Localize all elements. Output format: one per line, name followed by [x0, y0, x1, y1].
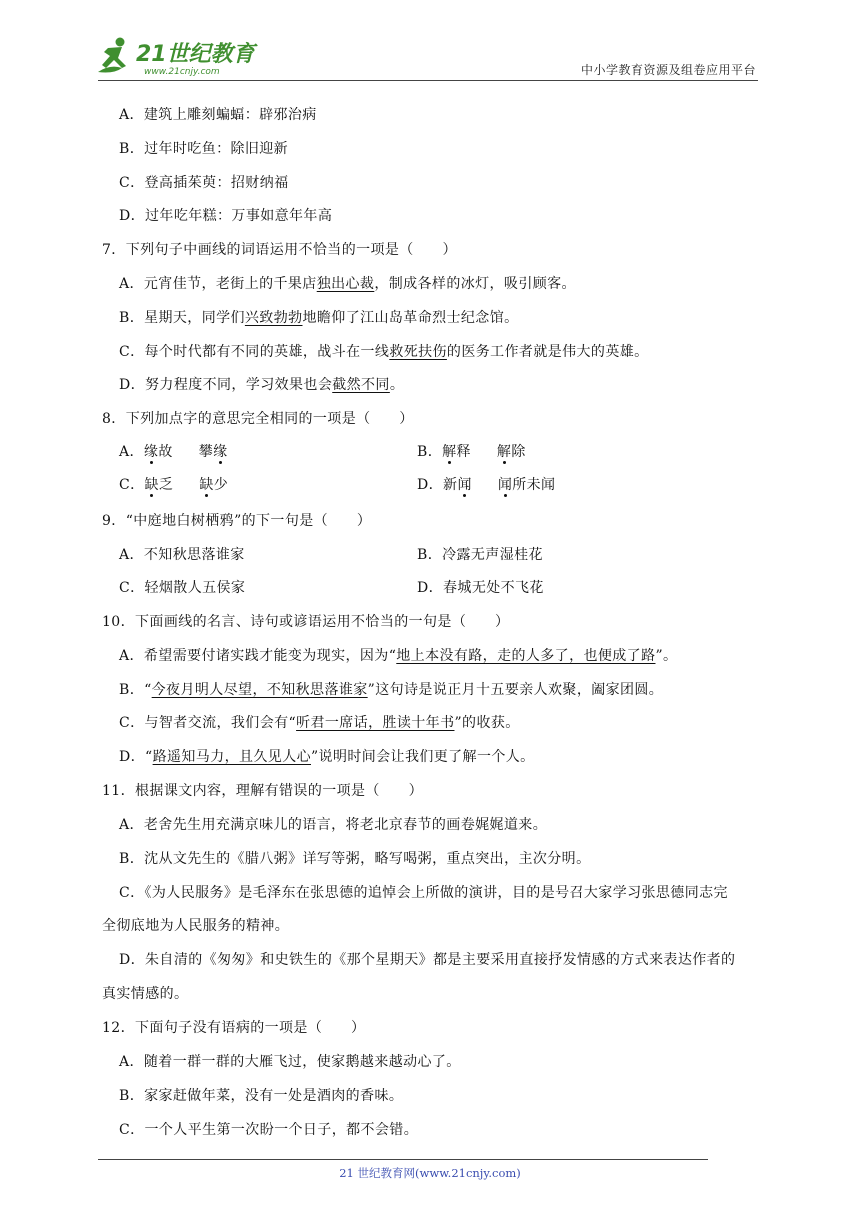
q7-stem: 7．下列句子中画线的词语运用不恰当的一项是（ ） — [102, 242, 457, 258]
q11-option-d-line2: 真实情感的。 — [102, 986, 189, 1002]
q7-option-a: A．元宵佳节，老街上的千果店独出心裁，制成各样的冰灯，吸引顾客。 — [119, 276, 576, 292]
q10-option-d: D．“路遥知马力，且久见人心”说明时间会让我们更了解一个人。 — [119, 749, 535, 765]
q7-option-c: C．每个时代都有不同的英雄，战斗在一线救死扶伤的医务工作者就是伟大的英雄。 — [119, 344, 649, 360]
q7-a-underlined: 独出心裁 — [316, 276, 375, 292]
q9-option-a: A．不知秋思落谁家 — [119, 547, 245, 563]
footer-text: 21 世纪教育网(www.21cnjy.com) — [339, 1166, 521, 1180]
q9-option-d: D．春城无处不飞花 — [417, 580, 544, 596]
site-logo — [92, 34, 262, 80]
q11-option-d-line1: D．朱自清的《匆匆》和史铁生的《那个星期天》都是主要采用直接抒发情感的方式来表达作者的 — [119, 952, 736, 968]
q8-option-d: D．新闻 闻所未闻 — [417, 477, 556, 493]
q7-b-underlined: 兴致勃勃 — [244, 310, 303, 326]
q12-stem: 12．下面句子没有语病的一项是（ ） — [102, 1020, 366, 1036]
q11-stem: 11．根据课文内容，理解有错误的一项是（ ） — [102, 783, 424, 799]
q11-option-a: A．老舍先生用充满京味儿的语言，将老北京春节的画卷娓娓道来。 — [119, 817, 548, 833]
q11-option-c-line2: 全彻底地为人民服务的精神。 — [102, 918, 290, 934]
q10-option-b: B．“今夜月明人尽望，不知秋思落谁家”这句诗是说正月十五要亲人欢聚，阖家团圆。 — [119, 682, 664, 698]
q8-option-b: B．解释 解除 — [417, 444, 526, 460]
q9-option-b: B．冷露无声湿桂花 — [417, 547, 543, 563]
q6-option-d: D．过年吃年糕：万事如意年年高 — [119, 208, 333, 224]
q9-option-c: C．轻烟散人五侯家 — [119, 580, 246, 596]
logo-text: 21世纪教育 — [136, 42, 255, 67]
q7-c-underlined: 救死扶伤 — [389, 344, 447, 360]
page-header — [0, 0, 860, 86]
q8-stem: 8．下列加点字的意思完全相同的一项是（ ） — [102, 411, 414, 427]
header-right-text: 中小学教育资源及组卷应用平台 — [580, 63, 756, 77]
q6-option-c: C．登高插茱萸：招财纳福 — [119, 175, 289, 191]
runner-icon — [98, 38, 126, 73]
q10-b-underlined: 今夜月明人尽望，不知秋思落谁家 — [151, 682, 368, 698]
q9-stem: 9．“中庭地白树栖鸦”的下一句是（ ） — [102, 513, 372, 529]
q6-option-a: A．建筑上雕刻蝙蝠：辟邪治病 — [119, 107, 317, 123]
footer-divider — [98, 1159, 708, 1160]
q10-a-underlined: 地上本没有路，走的人多了，也便成了路 — [396, 648, 656, 664]
q11-option-b: B．沈从文先生的《腊八粥》详写等粥，略写喝粥，重点突出，主次分明。 — [119, 851, 591, 867]
q7-d-underlined: 截然不同 — [332, 377, 390, 393]
header-divider — [98, 80, 758, 81]
logo-url: www.21cnjy.com — [144, 67, 220, 77]
q8-option-a: A．缘故 攀缘 — [119, 444, 228, 460]
q10-stem: 10．下面画线的名言、诗句或谚语运用不恰当的一句是（ ） — [102, 614, 510, 630]
q8-option-c: C．缺乏 缺少 — [119, 477, 229, 493]
q12-option-a: A．随着一群一群的大雁飞过，使家鹅越来越动心了。 — [119, 1054, 461, 1070]
q11-option-c-line1: C．《为人民服务》是毛泽东在张思德的追悼会上所做的演讲，目的是号召大家学习张思德同志完 — [119, 885, 728, 901]
q12-option-b: B．家家赶做年菜，没有一处是酒肉的香味。 — [119, 1088, 404, 1104]
q7-option-b: B．星期天，同学们兴致勃勃地瞻仰了江山岛革命烈士纪念馆。 — [119, 310, 519, 326]
q7-option-d: D．努力程度不同，学习效果也会截然不同。 — [119, 377, 405, 393]
q12-option-c: C．一个人平生第一次盼一个日子，都不会错。 — [119, 1122, 419, 1138]
q10-option-c: C．与智者交流，我们会有“听君一席话，胜读十年书”的收获。 — [119, 715, 520, 731]
q6-option-b: B．过年时吃鱼：除旧迎新 — [119, 141, 289, 157]
q10-c-underlined: 听君一席话，胜读十年书 — [296, 715, 455, 731]
q10-option-a: A．希望需要付诸实践才能变为现实，因为“地上本没有路，走的人多了，也便成了路”。 — [119, 648, 678, 664]
q10-d-underlined: 路遥知马力，且久见人心 — [152, 749, 311, 765]
